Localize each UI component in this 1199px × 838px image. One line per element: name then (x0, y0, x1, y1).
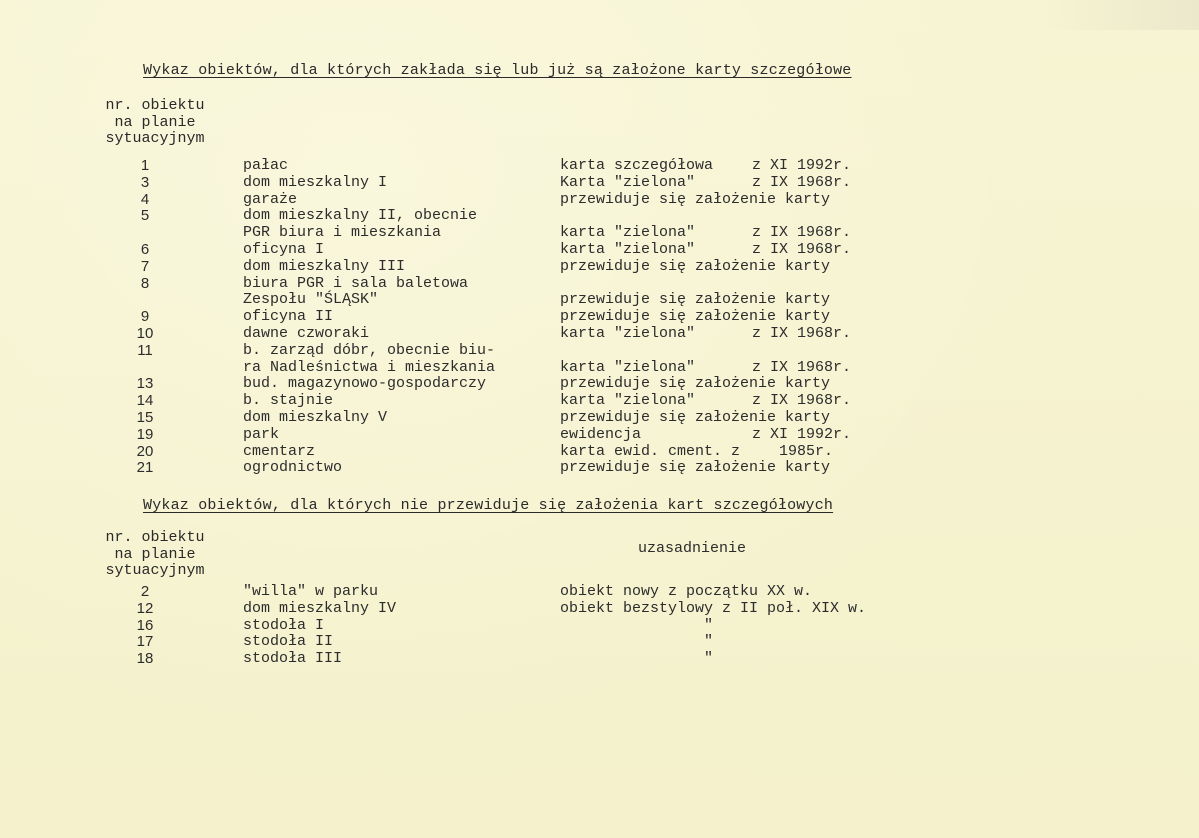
object-name: bud. magazynowo-gospodarczy (243, 375, 487, 393)
card-date: z IX 1968r. (752, 324, 852, 342)
object-number: 1 (140, 157, 150, 174)
table-row (0, 292, 1199, 309)
card-status: ewidencja (560, 425, 642, 443)
table-row (0, 651, 1199, 668)
table-row (0, 225, 1199, 242)
card-status: karta "zielona" (560, 358, 696, 376)
object-name: Zespołu "ŚLĄSK" (243, 291, 379, 309)
table-row (0, 175, 1199, 192)
object-number: 12 (136, 599, 154, 617)
card-status: karta ewid. cment. z (560, 442, 741, 460)
table-row (0, 309, 1199, 326)
card-status: przewiduje się założenie karty (560, 308, 831, 326)
section2-table (0, 584, 1199, 668)
table-row (0, 326, 1199, 343)
object-number: 3 (140, 173, 150, 191)
table-row (0, 343, 1199, 360)
justification: obiekt nowy z początku XX w. (560, 583, 813, 600)
table-row (0, 158, 1199, 175)
object-name: stodoła I (243, 616, 325, 634)
object-name: dom mieszkalny II, obecnie (243, 207, 478, 225)
table-row (0, 444, 1199, 461)
section1-heading: Wykaz obiektów, dla których zakłada się lub już są założone karty szczegółowe (143, 62, 852, 79)
object-name: oficyna I (243, 240, 325, 258)
object-number: 18 (136, 650, 154, 668)
object-number: 6 (140, 240, 150, 258)
col-header-line: na planie (114, 113, 196, 131)
table-row (0, 276, 1199, 293)
table-row (0, 427, 1199, 444)
object-number: 2 (140, 583, 150, 600)
card-status: karta szczegółowa (560, 157, 714, 174)
card-status: Karta "zielona" (560, 173, 696, 191)
table-row (0, 208, 1199, 225)
table-row (0, 360, 1199, 377)
section2-heading: Wykaz obiektów, dla których nie przewiduje się założenia kart szczegółowych (143, 497, 834, 514)
object-name: b. stajnie (243, 392, 334, 410)
table-row (0, 584, 1199, 601)
section2-column-header (90, 530, 220, 580)
object-name: ogrodnictwo (243, 459, 343, 477)
scan-edge-marks (1039, 0, 1199, 30)
ditto-mark: " (704, 616, 714, 634)
col-header-line: sytuacyjnym (105, 562, 205, 579)
object-name: dom mieszkalny III (243, 257, 406, 275)
object-name: ra Nadleśnictwa i mieszkania (243, 358, 496, 376)
section1-table (0, 158, 1199, 477)
table-row (0, 410, 1199, 427)
table-row (0, 376, 1199, 393)
ditto-mark: " (704, 650, 714, 668)
object-number: 10 (136, 324, 154, 342)
object-name: garaże (243, 190, 298, 208)
card-status: przewiduje się założenie karty (560, 190, 831, 208)
table-row (0, 393, 1199, 410)
justification: obiekt bezstylowy z II poł. XIX w. (560, 599, 867, 617)
card-status: karta "zielona" (560, 392, 696, 410)
card-status: przewiduje się założenie karty (560, 459, 831, 477)
table-row (0, 634, 1199, 651)
col-header-line: nr. obiektu (105, 97, 205, 114)
object-name: dom mieszkalny V (243, 408, 388, 426)
object-number: 11 (137, 341, 153, 359)
object-number: 14 (136, 392, 154, 410)
col-header-line: nr. obiektu (105, 529, 205, 546)
object-number: 9 (140, 308, 150, 326)
object-number: 5 (140, 207, 150, 225)
object-number: 20 (136, 442, 154, 460)
card-date: z IX 1968r. (752, 173, 852, 191)
table-row (0, 192, 1199, 209)
object-name: "willa" w parku (243, 583, 379, 600)
col-header-line: na planie (114, 545, 196, 563)
object-name: dom mieszkalny IV (243, 599, 397, 617)
col-header-line: sytuacyjnym (105, 130, 205, 147)
card-status: karta "zielona" (560, 324, 696, 342)
object-number: 15 (136, 408, 154, 426)
table-row (0, 259, 1199, 276)
object-name: park (243, 425, 280, 443)
table-row (0, 618, 1199, 635)
object-number: 19 (136, 425, 154, 443)
table-row (0, 601, 1199, 618)
justification-header: uzasadnienie (638, 540, 747, 557)
object-name: stodoła II (243, 633, 334, 651)
ditto-mark: " (704, 633, 714, 651)
card-date: z XI 1992r. (752, 157, 852, 174)
object-name: b. zarząd dóbr, obecnie biu- (243, 341, 496, 359)
card-status: przewiduje się założenie karty (560, 257, 831, 275)
object-name: pałac (243, 157, 289, 174)
card-date: 1985r. (752, 442, 834, 460)
card-date: z IX 1968r. (752, 224, 852, 242)
object-number: 17 (136, 633, 154, 651)
object-number: 8 (140, 274, 150, 292)
object-name: dawne czworaki (243, 324, 370, 342)
object-name: cmentarz (243, 442, 316, 460)
card-status: karta "zielona" (560, 240, 696, 258)
object-number: 13 (136, 375, 154, 393)
object-number: 21 (136, 459, 154, 477)
card-date: z IX 1968r. (752, 358, 852, 376)
object-name: biura PGR i sala baletowa (243, 274, 469, 292)
object-number: 16 (136, 616, 154, 634)
card-date: z XI 1992r. (752, 425, 852, 443)
card-status: przewiduje się założenie karty (560, 375, 831, 393)
table-row (0, 460, 1199, 477)
card-status: przewiduje się założenie karty (560, 291, 831, 309)
card-date: z IX 1968r. (752, 240, 852, 258)
object-name: stodoła III (243, 650, 343, 668)
object-name: dom mieszkalny I (243, 173, 388, 191)
card-date: z IX 1968r. (752, 392, 852, 410)
object-name: oficyna II (243, 308, 334, 326)
object-number: 7 (140, 257, 150, 275)
section1-column-header (90, 98, 220, 148)
object-number: 4 (140, 190, 150, 208)
object-name: PGR biura i mieszkania (243, 224, 442, 242)
card-status: karta "zielona" (560, 224, 696, 242)
table-row (0, 242, 1199, 259)
card-status: przewiduje się założenie karty (560, 408, 831, 426)
